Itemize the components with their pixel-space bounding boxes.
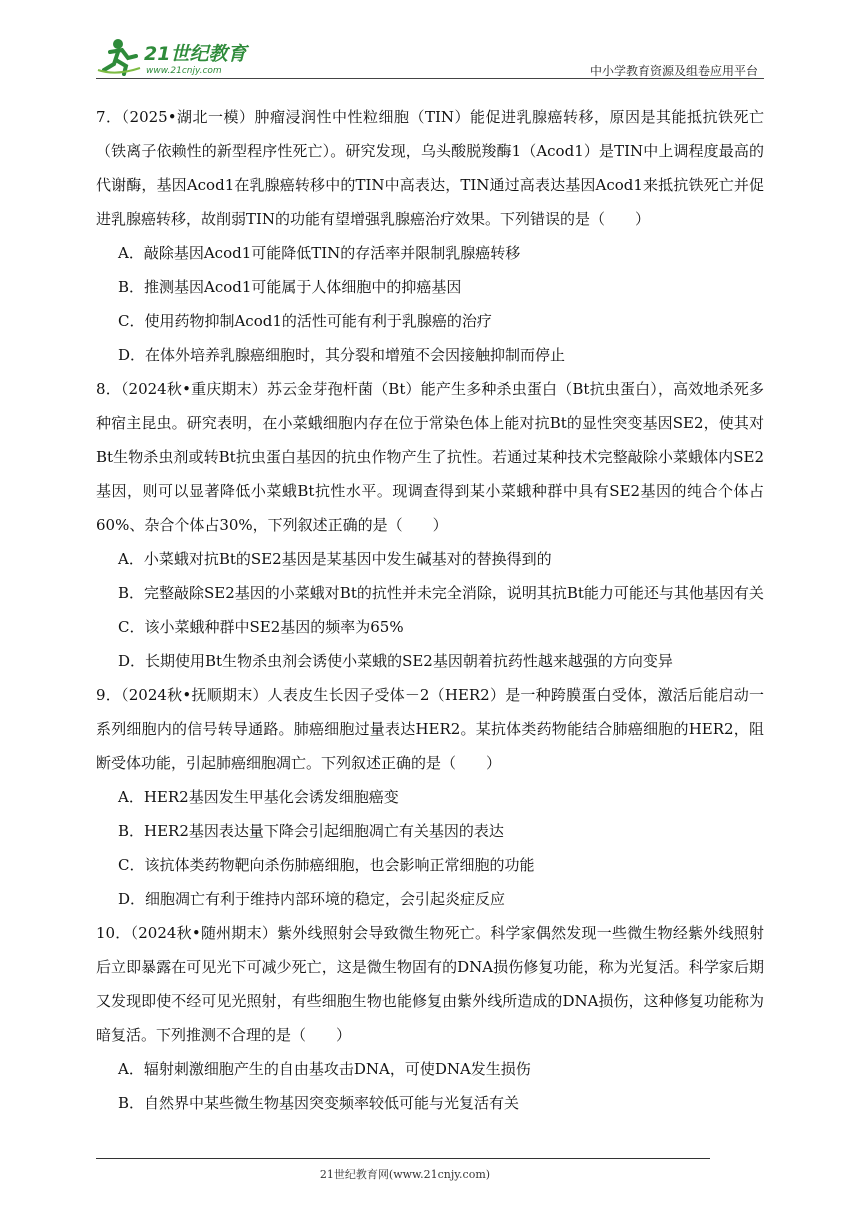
question-10-stem: 10．（2024秋•随州期末）紫外线照射会导致微生物死亡。科学家偶然发现一些微生物经紫外线照射后立即暴露在可见光下可减少死亡，这是微生物固有的DNA损伤修复功能，称为光复活。科学家后期又发现即使不经可见光照射，有些细胞生物也能修复由紫外线所造成的DNA损伤，这种修复功能称为暗复活。下列推测不合理的是（ ） [96,924,764,1044]
question-7-stem: 7．（2025•湖北一模）肿瘤浸润性中性粒细胞（TIN）能促进乳腺癌转移，原因是其能抵抗铁死亡（铁离子依赖性的新型程序性死亡）。研究发现，乌头酸脱羧酶1（Acod1）是TIN中上调程度最高的代谢酶，基因Acod1在乳腺癌转移中的TIN中高表达，TIN通过高表达基因Acod1来抵抗铁死亡并促进乳腺癌转移，故削弱TIN的功能有望增强乳腺癌治疗效果。下列错误的是（ ） [96,108,764,228]
platform-title: 中小学教育资源及组卷应用平台 [589,64,758,78]
question-10-option-b: B．自然界中某些微生物基因突变频率较低可能与光复活有关 [118,1094,520,1112]
site-logo [96,36,266,78]
question-8-option-c: C．该小菜蛾种群中SE2基因的频率为65% [118,618,404,636]
logo-text: 21世纪教育 [144,43,247,65]
footer-divider [96,1158,710,1159]
question-9-option-d: D．细胞凋亡有利于维持内部环境的稳定，会引起炎症反应 [118,890,506,908]
question-7-option-a: A．敲除基因Acod1可能降低TIN的存活率并限制乳腺癌转移 [118,244,521,262]
question-list [96,100,764,1120]
question-8-option-d: D．长期使用Bt生物杀虫剂会诱使小菜蛾的SE2基因朝着抗药性越来越强的方向变异 [118,652,673,670]
question-7-option-d: D．在体外培养乳腺癌细胞时，其分裂和增殖不会因接触抑制而停止 [118,346,566,364]
question-7-option-c: C．使用药物抑制Acod1的活性可能有利于乳腺癌的治疗 [118,312,492,330]
header-divider [96,78,764,79]
question-9-stem: 9．（2024秋•抚顺期末）人表皮生长因子受体－2（HER2）是一种跨膜蛋白受体，激活后能启动一系列细胞内的信号转导通路。肺癌细胞过量表达HER2。某抗体类药物能结合肺癌细胞的HER2，阻断受体功能，引起肺癌细胞凋亡。下列叙述正确的是（ ） [96,686,764,772]
question-10-option-a: A．辐射刺激细胞产生的自由基攻击DNA，可使DNA发生损伤 [118,1060,531,1078]
question-9-option-a: A．HER2基因发生甲基化会诱发细胞癌变 [118,788,399,806]
logo-url: www.21cnjy.com [146,66,222,76]
question-8-option-a: A．小菜蛾对抗Bt的SE2基因是某基因中发生碱基对的替换得到的 [118,550,552,568]
question-9-option-b: B．HER2基因表达量下降会引起细胞凋亡有关基因的表达 [118,822,504,840]
question-9-option-c: C．该抗体类药物靶向杀伤肺癌细胞，也会影响正常细胞的功能 [118,856,535,874]
question-7-option-b: B．推测基因Acod1可能属于人体细胞中的抑癌基因 [118,278,462,296]
question-8-stem: 8．（2024秋•重庆期末）苏云金芽孢杆菌（Bt）能产生多种杀虫蛋白（Bt抗虫蛋白），高效地杀死多种宿主昆虫。研究表明，在小菜蛾细胞内存在位于常染色体上能对抗Bt的显性突变基因SE2，使其对Bt生物杀虫剂或转Bt抗虫蛋白基因的抗虫作物产生了抗性。若通过某种技术完整敲除小菜蛾体内SE2基因，则可以显著降低小菜蛾Bt抗性水平。现调查得到某小菜蛾种群中具有SE2基因的纯合个体占60%、杂合个体占30%，下列叙述正确的是（ ） [96,380,764,534]
page-header [96,34,764,80]
question-8-option-b: B．完整敲除SE2基因的小菜蛾对Bt的抗性并未完全消除，说明其抗Bt能力可能还与其他基因有关 [118,584,764,602]
page-footer: 21世纪教育网(www.21cnjy.com) [319,1168,491,1181]
